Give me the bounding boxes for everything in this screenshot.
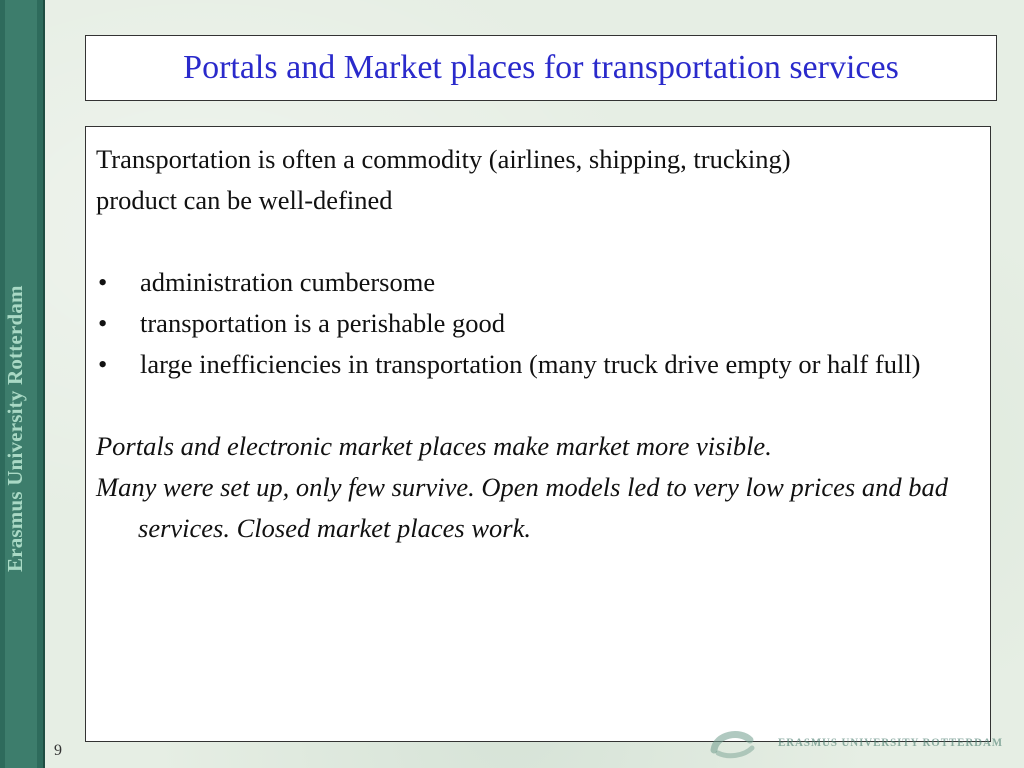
slide-title: Portals and Market places for transportation services	[183, 49, 899, 86]
university-logo-watermark	[706, 720, 1006, 760]
intro-paragraph: Transportation is often a commodity (airlines, shipping, trucking)	[96, 144, 791, 174]
bullet-icon: •	[98, 267, 108, 297]
conclusion-paragraph: Portals and electronic market places make market more visible.	[96, 431, 772, 461]
bullet-text: administration cumbersome	[140, 267, 436, 297]
bullet-item	[96, 344, 982, 385]
spacer	[96, 221, 982, 262]
bullet-item	[96, 262, 982, 303]
intro-paragraph: product can be well-defined	[96, 185, 393, 215]
sidebar-university-label: Erasmus University Rotterdam	[3, 285, 27, 572]
bullet-icon: •	[98, 308, 108, 338]
title-box	[85, 35, 997, 101]
bullet-text: transportation is a perishable good	[140, 308, 506, 338]
conclusion-paragraph: Many were set up, only few survive. Open models led to very low prices and bad services. Closed market places work.	[96, 472, 948, 543]
spacer	[96, 385, 982, 426]
content-box	[85, 126, 991, 742]
bullet-item	[96, 303, 982, 344]
page-number: 9	[54, 742, 62, 759]
svg-text:ERASMUS UNIVERSITY ROTTERDAM: ERASMUS UNIVERSITY ROTTERDAM	[778, 735, 1003, 749]
bullet-icon: •	[98, 349, 108, 379]
bullet-text: large inefficiencies in transportation (many truck drive empty or half full)	[140, 349, 921, 379]
